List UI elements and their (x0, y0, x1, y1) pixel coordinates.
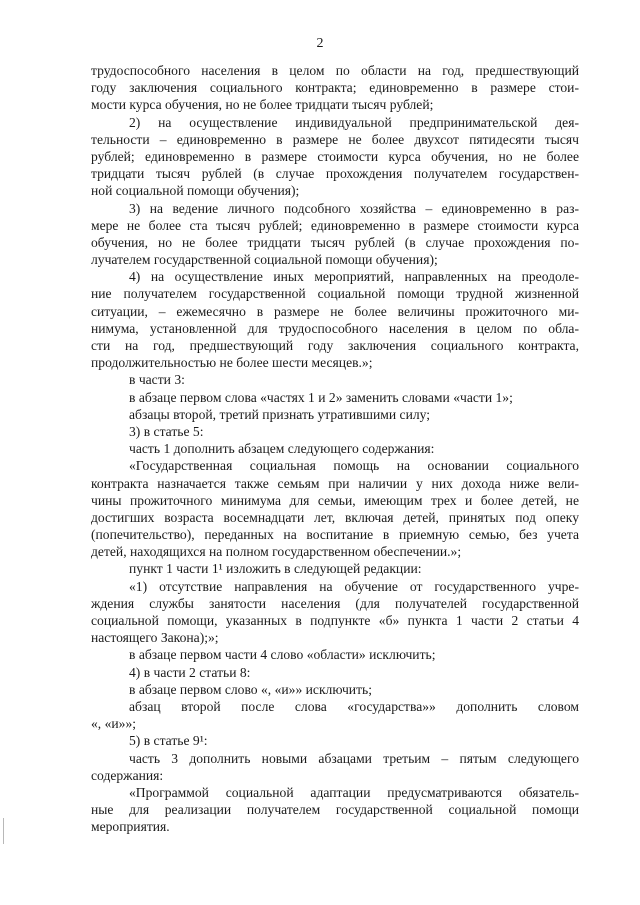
text-line: в абзаце первом слова «частях 1 и 2» заменить словами «части 1»; (129, 389, 513, 405)
text-line: 4) на осуществление иных мероприятий, направленных на преодоле- (129, 269, 579, 285)
text-line: 5) в статье 9¹: (129, 733, 208, 749)
text-line: нимума, установленной для трудоспособного населения в целом по обла- (91, 320, 579, 336)
text-line: тельности – единовременно в размере не более двухсот пятидесяти тысяч (91, 131, 579, 147)
text-line: 3) в статье 5: (129, 423, 204, 439)
text-line: 2) на осуществление индивидуальной предпринимательской дея- (129, 114, 579, 130)
text-line: чины прожиточного минимума для семьи, имеющим трех и более детей, не (91, 492, 579, 508)
body-text (91, 62, 579, 835)
text-line: ждения службы занятости населения (для получателей государственной (91, 595, 579, 611)
text-line: мере не более ста тысяч рублей; единовременно в размере стоимости курса (91, 217, 579, 233)
scan-edge-mark (3, 818, 4, 844)
text-line: ситуации, – ежемесячно в размере не более величины прожиточного ми- (91, 303, 579, 319)
text-line: пункт 1 части 1¹ изложить в следующей редакции: (129, 561, 422, 577)
text-line: часть 3 дополнить новыми абзацами третьим – пятым следующего (129, 750, 579, 766)
text-line: в части 3: (129, 372, 185, 388)
text-line: ние получателем государственной социальной помощи трудной жизненной (91, 286, 579, 302)
text-line: 3) на ведение личного подсобного хозяйства – единовременно в раз- (129, 200, 579, 216)
text-line: лучателем государственной социальной помощи обучения); (91, 252, 438, 268)
text-line: абзац второй после слова «государства»» дополнить словом (129, 698, 579, 714)
text-line: ные для реализации получателем государственной социальной помощи (91, 802, 579, 818)
text-line: (попечительство), переданных на воспитание в приемную семью, без учета (91, 527, 579, 543)
text-line: содержания: (91, 767, 164, 783)
text-line: часть 1 дополнить абзацем следующего содержания: (129, 441, 435, 457)
text-line: сти на год, предшествующий году заключения социального контракта, (91, 338, 579, 353)
text-line: «Государственная социальная помощь на основании социального (129, 458, 579, 474)
text-line: 4) в части 2 статьи 8: (129, 664, 251, 680)
text-line: социальной помощи, указанных в подпункте «б» пункта 1 части 2 статьи 4 (91, 613, 579, 628)
text-line: тридцати тысяч рублей (в случае прохождения получателем государствен- (91, 166, 579, 182)
text-line: рублей; единовременно в размере стоимости курса обучения, но не более (91, 148, 579, 164)
text-line: обучения, но не более тридцати тысяч рублей (в случае прохождения по- (91, 234, 579, 250)
text-line: мероприятия. (91, 819, 170, 835)
text-line: продолжительностью не более шести месяцев.»; (91, 355, 373, 371)
text-line: году заключения социального контракта; единовременно в размере стои- (91, 80, 579, 96)
text-line: «Программой социальной адаптации предусматриваются обязатель- (129, 784, 579, 800)
text-line: достигших возраста восемнадцати лет, включая детей, принятых под опеку (91, 509, 579, 525)
text-line: детей, находящихся на полном государственном обеспечении.»; (91, 544, 462, 560)
text-line: ной социальной помощи обучения); (91, 183, 300, 199)
text-line: «1) отсутствие направления на обучение от государственного учре- (129, 578, 579, 594)
text-line: мости курса обучения, но не более тридцати тысяч рублей; (91, 97, 434, 113)
page-number: 2 (316, 36, 324, 51)
text-line: трудоспособного населения в целом по области на год, предшествующий (91, 63, 579, 78)
text-line: абзацы второй, третий признать утратившими силу; (129, 406, 431, 422)
text-line: в абзаце первом части 4 слово «области» исключить; (129, 647, 436, 663)
text-line: «, «и»»; (91, 716, 137, 732)
text-line: в абзаце первом слово «, «и»» исключить; (129, 681, 373, 697)
text-line: контракта назначается также семьям при наличии у них дохода ниже вели- (91, 475, 579, 491)
text-line: настоящего Закона);»; (91, 630, 219, 646)
